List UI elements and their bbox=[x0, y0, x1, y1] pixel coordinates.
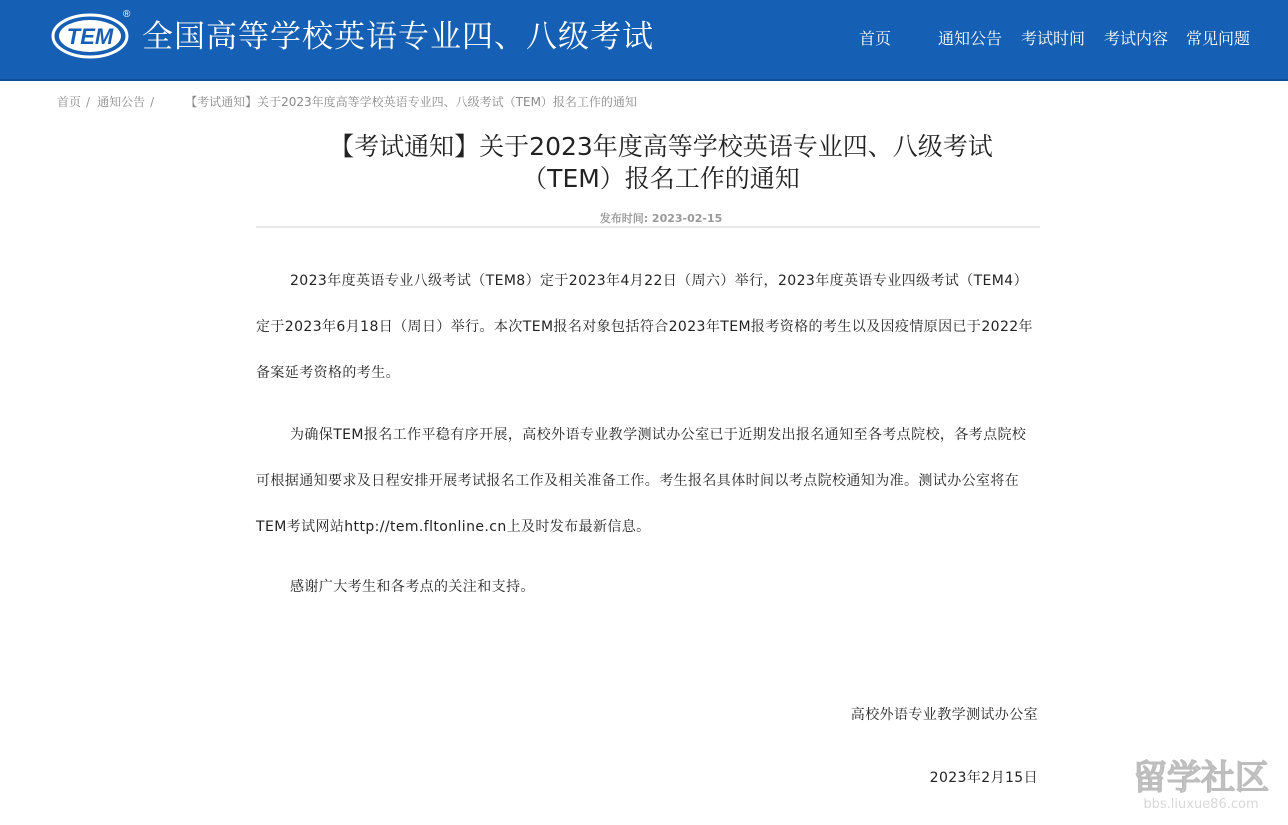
nav-exam-content[interactable]: 考试内容 bbox=[1104, 29, 1169, 48]
publish-date: 发布时间: 2023-02-15 bbox=[599, 212, 723, 225]
breadcrumb-notices[interactable]: 通知公告 bbox=[97, 95, 146, 109]
article-paragraph: 为确保TEM报名工作平稳有序开展，高校外语专业教学测试办公室已于近期发出报名通知至各考点院校，各考点院校可根据通知要求及日程安排开展考试报名工作及相关准备工作。考生报名具体时间以考点院校通知为准。测试办公室将在TEM考试网站http://tem.fltonline.cn上及时发布最新信息。 bbox=[256, 427, 1027, 535]
nav-faq[interactable]: 常见问题 bbox=[1186, 29, 1251, 48]
nav-exam-time[interactable]: 考试时间 bbox=[1021, 29, 1086, 48]
site-watermark bbox=[1122, 755, 1280, 813]
breadcrumb-separator: / bbox=[150, 95, 155, 109]
article-title-line2: （TEM）报名工作的通知 bbox=[522, 164, 800, 193]
signature-org: 高校外语专业教学测试办公室 bbox=[850, 707, 1038, 723]
watermark-text: 留学社区 bbox=[1133, 758, 1269, 798]
article-title bbox=[256, 131, 1066, 195]
breadcrumb-current: 【考试通知】关于2023年度高等学校英语专业四、八级考试（TEM）报名工作的通知 bbox=[185, 95, 637, 109]
article-title-line1: 【考试通知】关于2023年度高等学校英语专业四、八级考试 bbox=[329, 132, 993, 161]
nav-home[interactable]: 首页 bbox=[859, 29, 892, 48]
site-header bbox=[0, 0, 1288, 81]
site-title[interactable]: 全国高等学校英语专业四、八级考试 bbox=[142, 19, 654, 55]
article-paragraph: 感谢广大考生和各考点的关注和支持。 bbox=[290, 579, 535, 595]
breadcrumb bbox=[57, 93, 637, 111]
watermark-url: bbs.liuxue86.com bbox=[1143, 797, 1259, 812]
logo-text: TEM bbox=[66, 24, 114, 49]
registered-mark: ® bbox=[123, 9, 131, 20]
tem-logo[interactable] bbox=[51, 13, 129, 59]
signature-date: 2023年2月15日 bbox=[929, 770, 1038, 786]
article-paragraph: 2023年度英语专业八级考试（TEM8）定于2023年4月22日（周六）举行，2023年度英语专业四级考试（TEM4）定于2023年6月18日（周日）举行。本次TEM报名对象包括符合2023年TEM报考资格的考生以及因疫情原因已于2022年备案延考资格的考生。 bbox=[256, 273, 1033, 381]
breadcrumb-home[interactable]: 首页 bbox=[57, 95, 82, 109]
breadcrumb-separator: / bbox=[86, 95, 91, 109]
nav-notices[interactable]: 通知公告 bbox=[938, 29, 1003, 48]
title-divider bbox=[256, 226, 1040, 228]
